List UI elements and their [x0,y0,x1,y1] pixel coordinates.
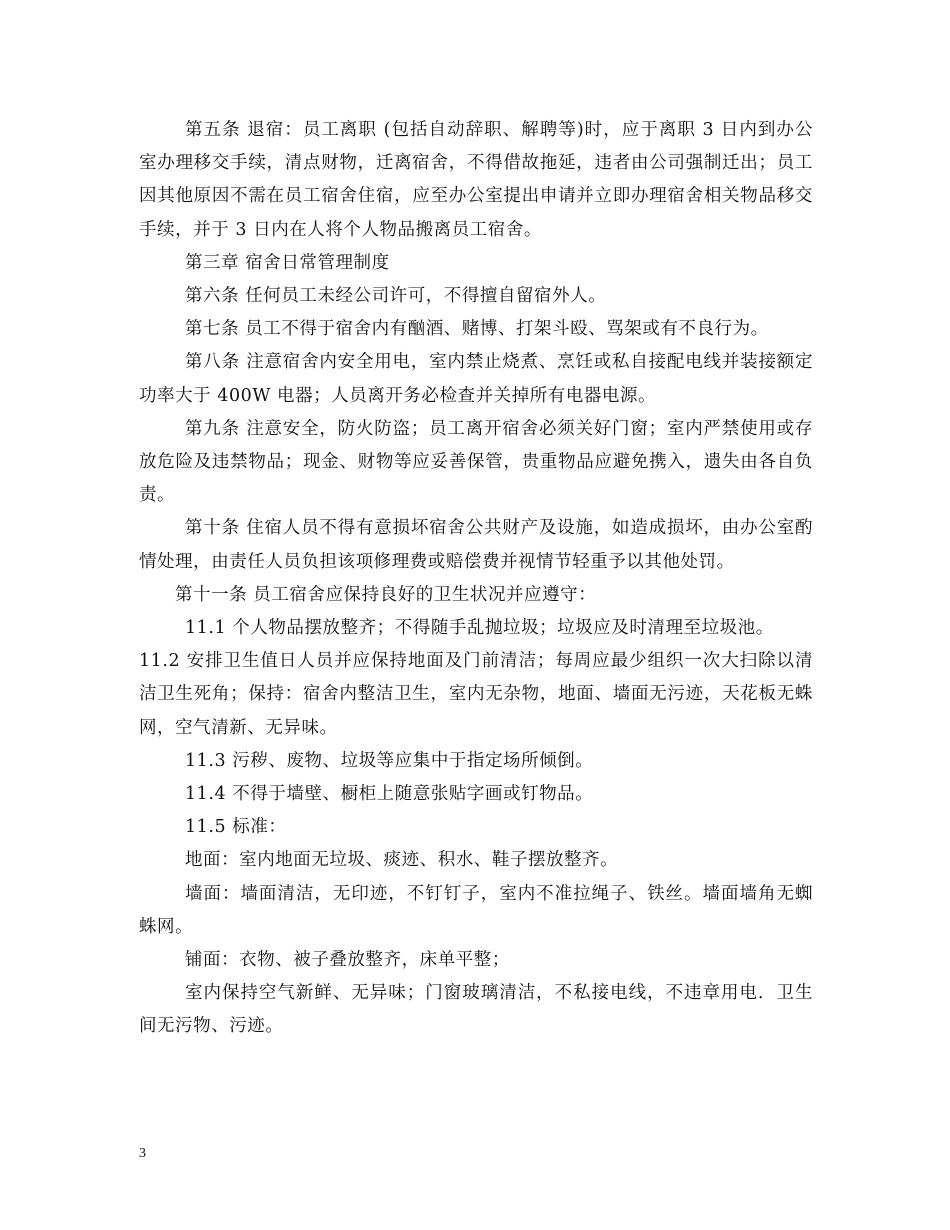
article-6-paragraph: 第六条 任何员工未经公司许可，不得擅自留宿外人。 [185,286,607,307]
page-number: 3 [139,1146,146,1161]
article-5-paragraph: 第五条 退宿：员工离职 (包括自动辞职、解聘等)时，应于离职 3 日内到办公室办理移交手续，清点财物，迁离宿舍，不得借故拖延，违者由公司强制迁出；员工因其他原因不需在员工宿舍住宿，应至办公室提出申请并立即办理宿舍相关物品移交手续，并于 3 日内在人将个人物品搬离员工宿舍。 [139,120,813,240]
article-9-paragraph: 第九条 注意安全，防火防盗；员工离开宿舍必须关好门窗；室内严禁使用或存放危险及违禁物品；现金、财物等应妥善保管，贵重物品应避免携入，遗失由各自负责。 [139,418,813,506]
article-7-paragraph: 第七条 员工不得于宿舍内有酗酒、赌博、打架斗殴、骂架或有不良行为。 [185,319,769,340]
standard-room: 室内保持空气新鲜、无异味；门窗玻璃清洁，不私接电线，不违章用电．卫生间无污物、污迹。 [139,983,813,1037]
article-10-paragraph: 第十条 住宿人员不得有意损坏宿舍公共财产及设施，如造成损坏，由办公室酌情处理，由责任人员负担该项修理费或赔偿费并视情节轻重予以其他处罚。 [139,518,813,572]
document-body [139,114,813,1044]
standard-wall: 墙面：墙面清洁，无印迹，不钉钉子，室内不准拉绳子、铁丝。墙面墙角无蜘蛛网。 [139,883,813,937]
clause-11-5-heading: 11.5 标准： [185,817,287,838]
clause-11-3: 11.3 污秽、废物、垃圾等应集中于指定场所倾倒。 [185,750,594,771]
clause-11-2: 11.2 安排卫生值日人员并应保持地面及门前清洁；每周应最少组织一次大扫除以清洁卫生死角；保持：宿舍内整洁卫生，室内无杂物，地面、墙面无污迹，天花板无蛛网，空气清新、无异味。 [139,651,813,738]
clause-11-1: 11.1 个人物品摆放整齐；不得随手乱抛垃圾；垃圾应及时清理至垃圾池。 [185,618,774,639]
article-11-paragraph: 第十一条 员工宿舍应保持良好的卫生状况并应遵守： [175,584,597,605]
standard-floor: 地面：室内地面无垃圾、痰迹、积水、鞋子摆放整齐。 [185,850,619,871]
article-8-paragraph: 第八条 注意宿舍内安全用电，室内禁止烧煮、烹饪或私自接配电线并装接额定功率大于 400W 电器；人员离开务必检查并关掉所有电器电源。 [139,352,813,406]
clause-11-4: 11.4 不得于墙壁、橱柜上随意张贴字画或钉物品。 [185,784,594,805]
standard-bed: 铺面：衣物、被子叠放整齐，床单平整； [185,950,510,971]
chapter-3-heading: 第三章 宿舍日常管理制度 [185,252,390,273]
